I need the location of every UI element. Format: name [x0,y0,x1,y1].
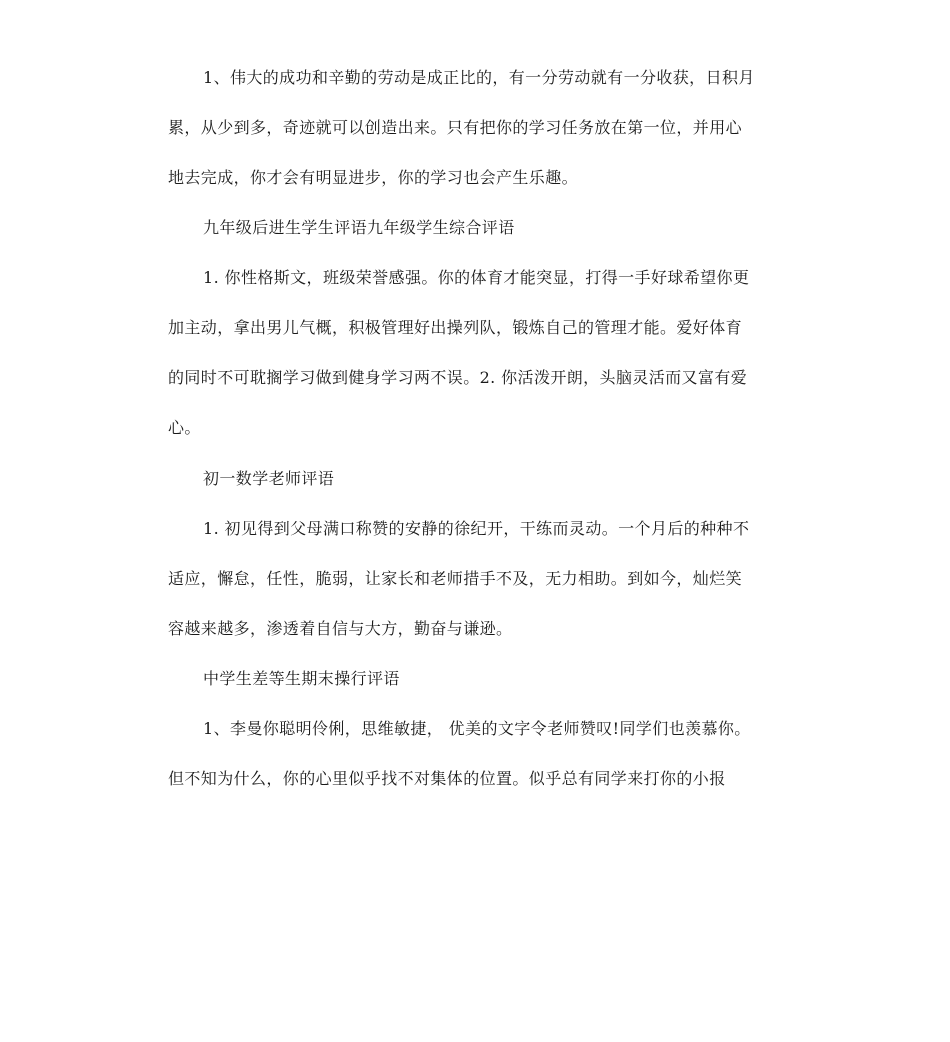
paragraph-3-line-3: 容越来越多，渗透着自信与大方，勤奋与谦逊。 [168,619,513,638]
paragraph-2-line-1: 1. 你性格斯文，班级荣誉感强。你的体育才能突显，打得一手好球希望你更 [203,268,750,287]
paragraph-3-line-2: 适应，懈怠，任性，脆弱，让家长和老师措手不及，无力相助。到如今，灿烂笑 [168,569,743,588]
paragraph-1-line-1: 1、伟大的成功和辛勤的劳动是成正比的，有一分劳动就有一分收获，日积月 [203,68,755,87]
section-heading-final-comments: 中学生差等生期末操行评语 [203,669,400,688]
section-heading-grade9: 九年级后进生学生评语九年级学生综合评语 [203,218,515,237]
paragraph-2-line-4: 心。 [168,418,201,437]
paragraph-4-line-1: 1、李曼你聪明伶俐，思维敏捷， 优美的文字令老师赞叹!同学们也羡慕你。 [203,719,751,738]
paragraph-1-line-2: 累，从少到多，奇迹就可以创造出来。只有把你的学习任务放在第一位，并用心 [168,118,743,137]
section-heading-math-teacher: 初一数学老师评语 [203,469,335,488]
paragraph-2-line-3: 的同时不可耽搁学习做到健身学习两不误。2. 你活泼开朗，头脑灵活而又富有爱 [168,368,748,387]
paragraph-4-line-2: 但不知为什么，你的心里似乎找不对集体的位置。似乎总有同学来打你的小报 [168,769,726,788]
paragraph-2-line-2: 加主动，拿出男儿气概，积极管理好出操列队，锻炼自己的管理才能。爱好体育 [168,318,743,337]
paragraph-3-line-1: 1. 初见得到父母满口称赞的安静的徐纪开，干练而灵动。一个月后的种种不 [203,519,750,538]
paragraph-1-line-3: 地去完成，你才会有明显进步，你的学习也会产生乐趣。 [168,168,579,187]
